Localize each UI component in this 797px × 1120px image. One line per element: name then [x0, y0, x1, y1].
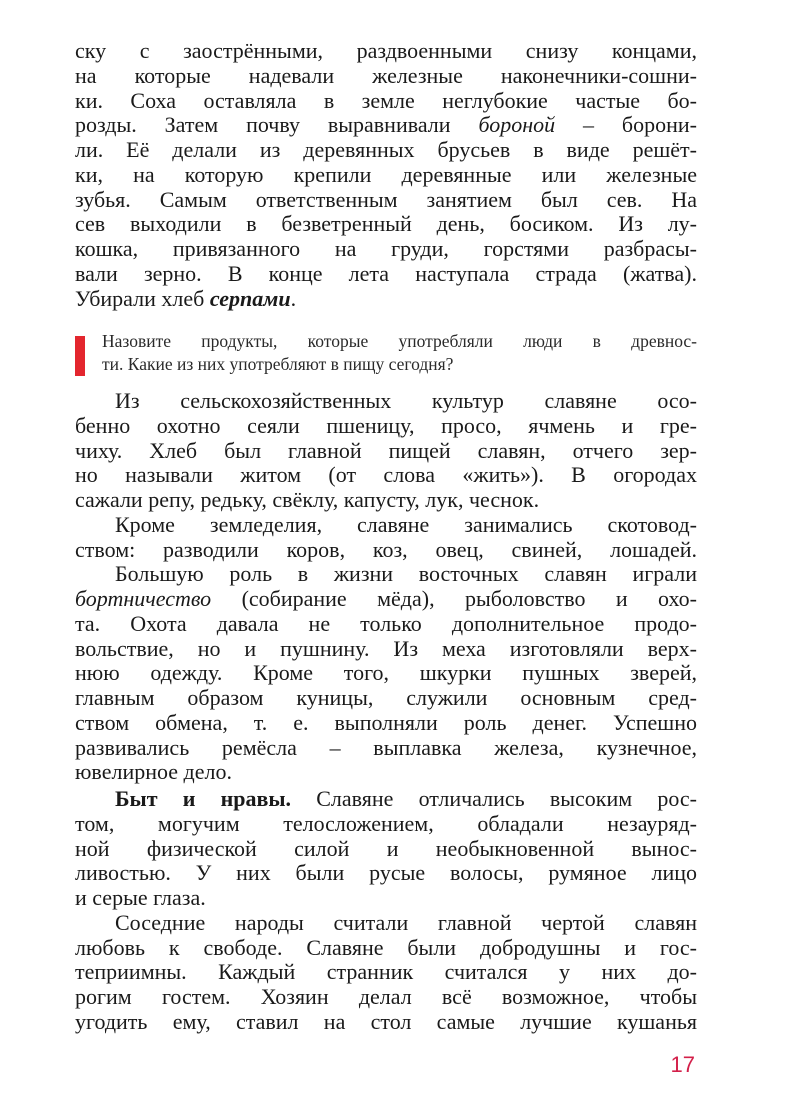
text-run: том, могучим телосложением, обладали незауряд- — [75, 810, 697, 836]
text-run: бенно охотно сеяли пшеницу, просо, ячмень и гре- — [75, 412, 697, 438]
question-callout — [75, 330, 697, 378]
callout-line: ти. Какие из них употребляют в пищу сегодня? — [102, 354, 454, 374]
text-line — [75, 587, 697, 612]
paragraph-agriculture — [75, 389, 697, 785]
text-run: Убирали хлеб — [75, 285, 210, 311]
text-line — [75, 439, 697, 464]
text-line — [75, 513, 697, 538]
text-line — [75, 760, 697, 785]
text-line — [75, 538, 697, 563]
text-line — [75, 661, 697, 686]
text-run: теприимны. Каждый странник считался у них до- — [75, 959, 697, 985]
text-line — [75, 736, 697, 761]
text-run: та. Охота давала не только дополнительное продо- — [75, 610, 697, 636]
text-run: вольствие, но и пушнину. Из меха изготовляли верх- — [75, 635, 697, 661]
text-run: Большую роль в жизни восточных славян играли — [115, 561, 697, 587]
italic-term: бороной — [478, 112, 556, 138]
text-line — [75, 89, 697, 114]
text-run: главным образом куницы, служили основным сред- — [75, 685, 697, 710]
text-run: угодить ему, ставил на стол самые лучшие кушанья — [75, 1008, 697, 1034]
text-line — [75, 711, 697, 736]
text-run: Славяне отличались высоким рос- — [291, 786, 697, 811]
text-line — [75, 262, 697, 287]
paragraph-customs — [75, 787, 697, 1035]
text-line — [75, 886, 697, 911]
italic-term: бортничество — [75, 586, 212, 611]
text-line — [75, 389, 697, 414]
text-line — [75, 237, 697, 262]
text-run: розды. Затем почву выравнивали — [75, 112, 479, 138]
text-line — [75, 985, 697, 1010]
text-line — [75, 488, 697, 513]
text-line — [75, 414, 697, 439]
text-line — [75, 64, 697, 89]
text-run: вали зерно. В конце лета наступала страда (жатва). — [75, 260, 697, 286]
text-line — [75, 212, 697, 237]
callout-marker-bar — [75, 336, 85, 376]
text-line — [75, 637, 697, 662]
text-line — [75, 787, 697, 812]
text-run: зубья. Самым ответственным занятием был сев. На — [75, 186, 697, 212]
text-run: любовь к свободе. Славяне были добродушны и гос- — [75, 934, 697, 960]
text-line — [75, 463, 697, 488]
text-line — [75, 960, 697, 985]
text-run: Кроме земледелия, славяне занимались скотовод- — [115, 511, 697, 537]
text-line — [75, 1010, 697, 1035]
text-run: Соседние народы считали главной чертой славян — [115, 909, 697, 935]
text-run: ливостью. У них были русые волосы, румяное лицо — [75, 860, 697, 886]
text-run: ством обмена, т. е. выполняли роль денег. Успешно — [75, 709, 697, 735]
text-line — [75, 861, 697, 886]
page-number: 17 — [670, 1052, 695, 1077]
text-run: ки. Соха оставляла в земле неглубокие частые бо- — [75, 87, 697, 113]
text-run: . — [290, 285, 297, 311]
callout-text — [102, 330, 697, 376]
text-run: Из сельскохозяйственных культур славяне осо- — [115, 388, 697, 413]
text-run: – борони- — [555, 112, 697, 138]
text-line — [75, 287, 697, 312]
text-line — [75, 188, 697, 213]
text-line — [75, 812, 697, 837]
text-run: ки, на которую крепили деревянные или железные — [75, 161, 697, 187]
text-line — [75, 138, 697, 163]
text-run: сажали репу, редьку, свёклу, капусту, лук, чеснок. — [75, 487, 540, 512]
text-run: кошка, привязанного на груди, горстями разбрасы- — [75, 236, 697, 261]
paragraph-ploughing — [75, 39, 697, 311]
text-run: но называли житом (от слова «жить»). В огородах — [75, 462, 697, 488]
text-run: ной физической силой и необыкновенной вынос- — [75, 835, 697, 861]
text-run: ювелирное дело. — [75, 759, 232, 785]
text-line — [75, 39, 697, 64]
text-line — [75, 936, 697, 961]
text-line — [75, 612, 697, 637]
text-line — [75, 113, 697, 138]
text-run: чиху. Хлеб был главной пищей славян, отчего зер- — [75, 437, 697, 463]
text-run: ством: разводили коров, коз, овец, свиней, лошадей. — [75, 536, 697, 562]
text-line — [75, 686, 697, 711]
text-line — [75, 562, 697, 587]
callout-line: Назовите продукты, которые употребляли люди в древнос- — [102, 331, 697, 351]
text-run: нюю одежду. Кроме того, шкурки пушных зверей, — [75, 660, 697, 686]
text-run: сев выходили в безветренный день, босиком. Из лу- — [75, 211, 697, 237]
italic-term: серпами — [209, 285, 291, 311]
text-line — [75, 163, 697, 188]
text-line — [75, 837, 697, 862]
text-run: на которые надевали железные наконечники-сошни- — [75, 62, 697, 88]
text-run: рогим гостем. Хозяин делал всё возможное, чтобы — [75, 984, 697, 1009]
text-run: ску с заострёнными, раздвоенными снизу концами, — [75, 38, 697, 63]
bold-heading: Быт и нравы. — [115, 786, 292, 811]
text-run: (собирание мёда), рыболовство и охо- — [211, 586, 697, 611]
text-line — [75, 911, 697, 936]
text-run: и серые глаза. — [75, 885, 206, 910]
text-run: развивались ремёсла – выплавка железа, кузнечное, — [75, 734, 697, 760]
text-run: ли. Её делали из деревянных брусьев в виде решёт- — [75, 137, 697, 162]
